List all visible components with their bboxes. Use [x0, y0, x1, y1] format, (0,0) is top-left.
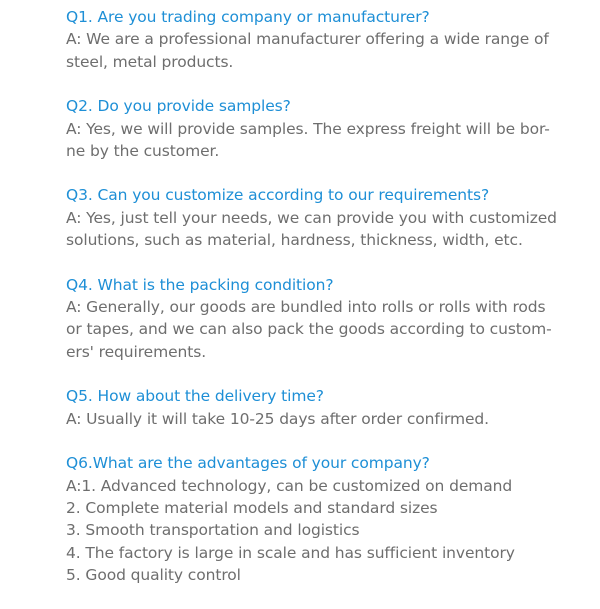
faq-answer-line: A:1. Advanced technology, can be customized on demand	[66, 476, 513, 495]
faq-item-q1	[66, 6, 588, 73]
faq-answer-line: ers' requirements.	[66, 342, 207, 361]
faq-answer-line: A: Yes, just tell your needs, we can provide you with customized	[66, 208, 557, 227]
faq-item-q2	[66, 95, 588, 162]
faq-question: Q1. Are you trading company or manufacturer?	[66, 8, 430, 26]
faq-item-q5	[66, 385, 588, 430]
faq-answer-line: solutions, such as material, hardness, thickness, width, etc.	[66, 231, 523, 250]
faq-answer-line: A: We are a professional manufacturer offering a wide range of	[66, 30, 549, 49]
faq-list	[66, 6, 588, 609]
faq-question: Q3. Can you customize according to our requirements?	[66, 186, 490, 205]
faq-answer-line: A: Generally, our goods are bundled into rolls or rolls with rods	[66, 298, 546, 317]
faq-question: Q5. How about the delivery time?	[66, 387, 324, 406]
faq-question: Q2. Do you provide samples?	[66, 97, 291, 116]
faq-question: Q4. What is the packing condition?	[66, 275, 334, 294]
faq-answer-line: 3. Smooth transportation and logistics	[66, 521, 360, 540]
faq-item-q3	[66, 184, 588, 251]
faq-answer-line: A: Usually it will take 10-25 days after order confirmed.	[66, 409, 489, 428]
faq-question: Q6.What are the advantages of your company?	[66, 454, 430, 473]
faq-answer-line: A: Yes, we will provide samples. The express freight will be bor-	[66, 119, 550, 138]
faq-answer-line: 2. Complete material models and standard sizes	[66, 498, 438, 517]
faq-item-q6	[66, 452, 588, 586]
faq-answer-line: steel, metal products.	[66, 52, 234, 71]
faq-item-q4	[66, 274, 588, 364]
faq-answer-line: ne by the customer.	[66, 142, 220, 161]
faq-answer-line: or tapes, and we can also pack the goods according to custom-	[66, 320, 552, 339]
faq-answer-line: 5. Good quality control	[66, 566, 241, 585]
faq-answer-line: 4. The factory is large in scale and has sufficient inventory	[66, 543, 515, 562]
